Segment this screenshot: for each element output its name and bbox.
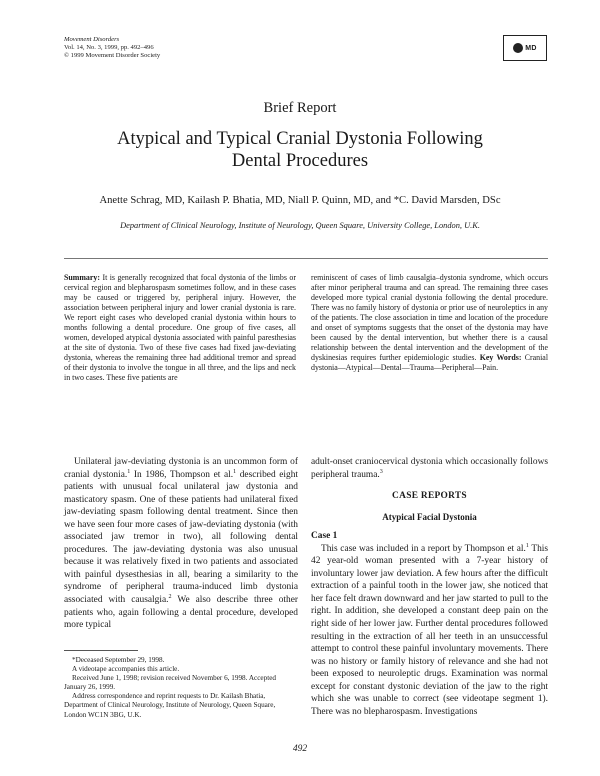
case1-heading: Case 1	[311, 531, 338, 542]
article-title	[60, 128, 540, 172]
logo-text: MD	[525, 44, 537, 52]
body-right-column	[311, 456, 548, 718]
abstract-divider	[64, 258, 548, 259]
abstract-text-left: It is generally recognized that focal dystonia of the limbs or cervical region and blepharospasm sometimes follow, and in these cases may be caused or triggered by, peripheral injury. However, the association between peripheral injury and lower cranial dystonia is rare. We report eight cases who developed cranial dystonia within hours to months following a dental procedure. One group of five cases, all women, developed atypical dystonia associated with painful paresthesias at the site of dystonia. Two of these five cases had fixed jaw-deviating dystonia, whereas the remaining three had additional tremor and spread of their dystonia to involve the tongue in all three, and the lips and neck in two cases. These five patients are	[64, 273, 296, 383]
copyright-line: © 1999 Movement Disorder Society	[64, 52, 161, 59]
keywords-label: Key Words:	[479, 353, 522, 363]
ref-marker: 1	[127, 468, 131, 475]
case1-paragraph	[311, 543, 548, 719]
publisher-logo	[503, 35, 547, 61]
footnote-divider	[64, 650, 138, 651]
footnote-received: Received June 1, 1998; revision received November 6, 1998. Accepted January 26, 1999.	[64, 674, 276, 692]
case1-text-b: This 42 year-old woman presented with a 7-year history of involuntary lower jaw deviation. A few hours after the difficult extraction of a painful tooth in the lower jaw, she noticed that her face felt drawn downward and her jaw started to pull to the right. In addition, she developed a constant deep pain on the right side of her lower jaw. Further dental procedures followed resulting in the extraction of all her teeth in an unsuccessful attempt to control these painful involuntary movements. There was no history or family history of relevance and she had not been exposed to neuroleptic drugs. Examination was normal except for constant dystonic deviation of the jaw to the right which she was unable to correct (see videotape segment 1). There was no blepharospasm. Investigations	[311, 543, 549, 717]
intro-continuation	[311, 456, 548, 481]
keywords: Cranial dystonia—Atypical—Dental—Trauma—Peripheral—Pain.	[311, 353, 549, 373]
continuation-text: adult-onset craniocervical dystonia which occasionally follows peripheral trauma.	[311, 457, 548, 480]
abstract-left-column	[64, 273, 296, 384]
intro-text-a: Unilateral jaw-deviating dystonia is an uncommon form of cranial dystonia.	[64, 457, 298, 480]
journal-name: Movement Disorders	[64, 36, 120, 43]
volume-line: Vol. 14, No. 3, 1999, pp. 492–496	[64, 44, 154, 51]
ref-marker: 2	[168, 593, 172, 600]
footnote-address: Address correspondence and reprint requests to Dr. Kailash Bhatia, Department of Clinical Neurology, Institute of Neurology, Queen Square, London WC1N 3BG, U.K.	[64, 692, 276, 719]
affiliation: Department of Clinical Neurology, Institute of Neurology, Queen Square, University College, London, U.K.	[120, 221, 480, 230]
intro-text-c: described eight patients with unusual focal unilateral jaw dystonia and masticatory spasm. One of these patients had unilateral fixed jaw-deviating spasm following dental treatment. Since then we have seen four more cases of jaw-deviating dystonia (with associated jaw tremor in two), all following dental procedures. The jaw-deviating dystonia was also unusual because it was relatively fixed in two patients and associated with painful dysesthesias in all, bearing a similarity to the syndrome of peripheral trauma-induced limb dystonia associated with causalgia.	[64, 469, 298, 606]
ref-marker: 1	[233, 468, 237, 475]
journal-header	[64, 36, 160, 60]
section-label: Brief Report	[263, 100, 337, 116]
intro-text-b: In 1986, Thompson et al.	[130, 469, 234, 480]
footnotes	[64, 656, 298, 720]
title-line-2: Dental Procedures	[231, 151, 369, 171]
footnote-deceased: *Deceased September 29, 1998.	[72, 656, 165, 664]
ref-marker: 3	[379, 468, 383, 475]
intro-paragraph	[64, 456, 298, 632]
body-left-column	[64, 456, 298, 632]
footnote-videotape: A videotape accompanies this article.	[72, 665, 180, 674]
atypical-heading: Atypical Facial Dystonia	[382, 511, 477, 522]
author-list: Anette Schrag, MD, Kailash P. Bhatia, MD, Niall P. Quinn, MD, and *C. David Marsden, DSc	[99, 195, 501, 206]
case1-text-a: This case was included in a report by Thompson et al.	[321, 543, 526, 554]
abstract-right-column	[311, 273, 548, 373]
ref-marker: 1	[525, 542, 529, 549]
logo-mark-icon	[513, 43, 523, 53]
title-line-1: Atypical and Typical Cranial Dystonia Following	[117, 129, 483, 149]
intro-text-d: We also describe three other patients who, again following a dental procedure, developed more typical	[64, 595, 298, 631]
case-reports-heading: CASE REPORTS	[392, 491, 467, 502]
page-number: 492	[292, 744, 308, 754]
abstract-label: Summary:	[64, 273, 100, 282]
abstract-text-right: reminiscent of cases of limb causalgia–dystonia syndrome, which occurs after minor peripheral trauma and can spread. The remaining three cases developed more typical cranial dystonia following the dental procedure. There was no family history of dystonia or prior use of neuroleptics in any of the patients. The close association in time and location of the procedure and onset of symptoms suggests that the onset of the dystonia may have been caused by the dental intervention, but whether there is a causal relationship between the dental intervention and the development of the dyskinesias requires further epidemiologic studies.	[311, 273, 548, 363]
